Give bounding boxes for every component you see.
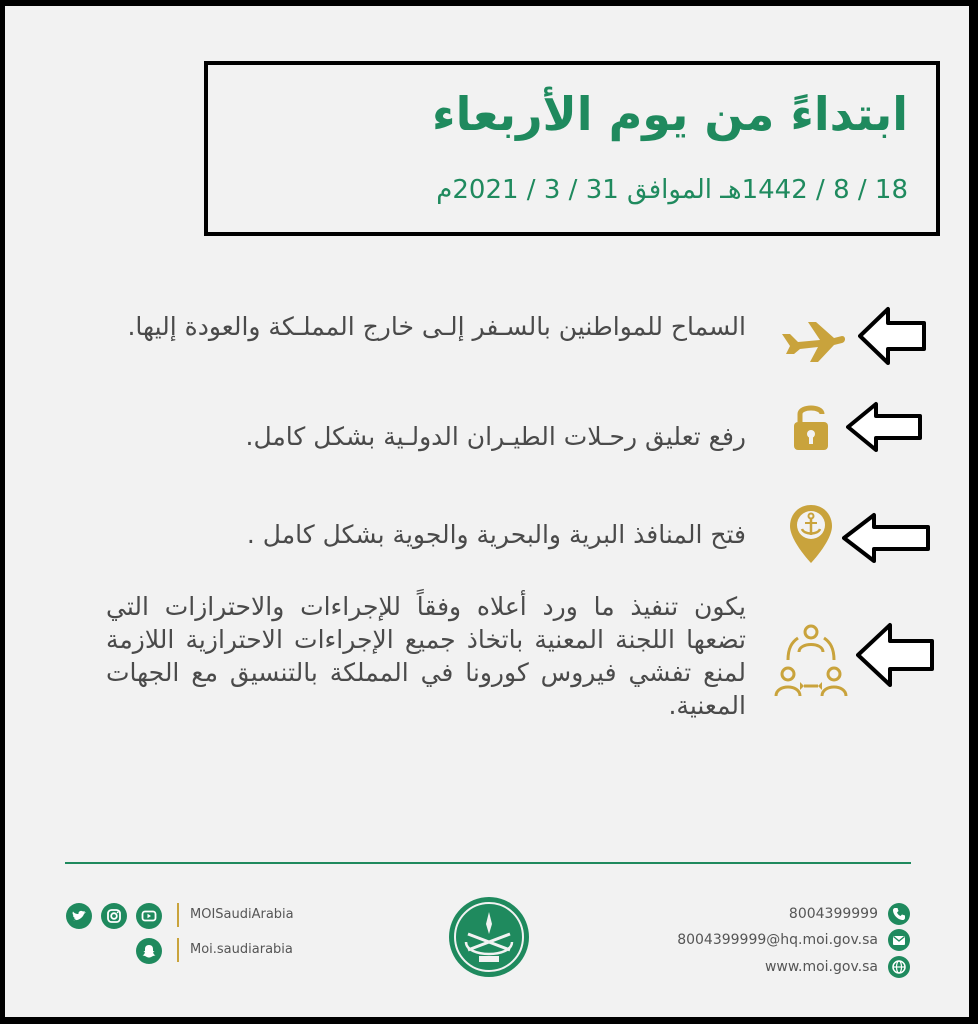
unlock-icon <box>792 402 830 452</box>
divider <box>177 938 179 962</box>
date-line: 18 / 8 / 1442هـ الموافق 31 / 3 / 2021م <box>436 175 908 205</box>
header-box <box>204 61 940 236</box>
website-url[interactable]: www.moi.gov.sa <box>764 959 878 975</box>
snapchat-icon[interactable] <box>136 938 162 964</box>
ministry-emblem-logo <box>446 894 532 980</box>
page-title: ابتداءً من يوم الأربعاء <box>432 87 908 141</box>
arrow-left-icon <box>842 512 932 564</box>
social-handle[interactable]: MOISaudiArabia <box>190 907 294 922</box>
list-item: السماح للمواطنين بالسـفر إلـى خارج المملـكة والعودة إليها. <box>127 312 746 341</box>
footer-divider <box>65 862 911 864</box>
arrow-left-icon <box>846 401 924 453</box>
arrow-left-icon <box>858 306 928 366</box>
email-icon <box>888 929 910 951</box>
instagram-icon[interactable] <box>101 903 127 929</box>
anchor-pin-icon <box>788 503 834 565</box>
people-coordination-icon <box>770 622 852 700</box>
email-address[interactable]: 8004399999@hq.moi.gov.sa <box>677 932 878 948</box>
list-item: رفع تعليق رحـلات الطيـران الدولـية بشكل كامل. <box>245 422 746 451</box>
twitter-icon[interactable] <box>66 903 92 929</box>
list-item: فتح المنافذ البرية والبحرية والجوية بشكل كامل . <box>246 520 746 549</box>
airplane-icon <box>778 318 848 364</box>
phone-number[interactable]: 8004399999 <box>788 906 878 922</box>
phone-icon <box>888 903 910 925</box>
youtube-icon[interactable] <box>136 903 162 929</box>
globe-icon <box>888 956 910 978</box>
list-item: يكون تنفيذ ما ورد أعلاه وفقاً للإجراءات والاحترازات التي تضعها اللجنة المعنية باتخاذ جميع الإجراءات الاحترازية اللازمة لمنع تفشي فيروس كورونا في المملكة بالتنسيق مع الجهات المعنية. <box>106 592 746 720</box>
arrow-left-icon <box>856 622 936 688</box>
divider <box>177 903 179 927</box>
snapchat-handle[interactable]: Moi.saudiarabia <box>190 942 293 957</box>
